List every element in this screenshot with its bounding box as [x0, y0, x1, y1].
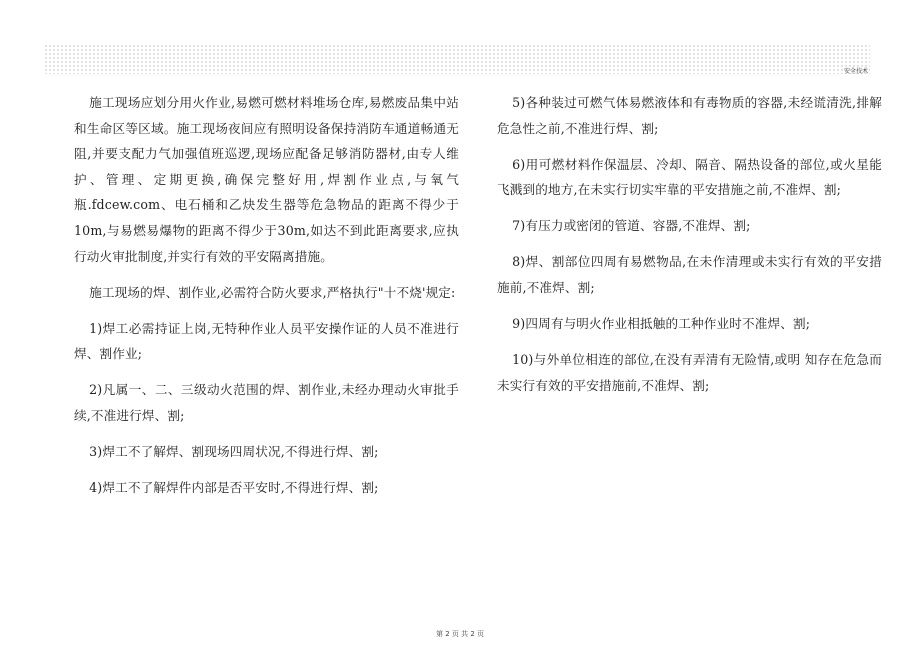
rule-item-2: 2)凡属一、二、三级动火范围的焊、割作业,未经办理动火审批手续,不准进行焊、割;	[74, 382, 459, 424]
rule-item-7: 7)有压力或密闭的管道、容器,不准焊、割;	[512, 218, 751, 234]
left-text-column	[74, 90, 459, 511]
rule-item-6: 6)用可燃材料作保温层、冷却、隔音、隔热设备的部位,或火星能飞溅到的地方,在未实行切实牢靠的平安措施之前,不准焊、割;	[497, 156, 882, 198]
rule-item-1: 1)焊工必需持证上岗,无特种作业人员平安操作证的人员不准进行焊、割作业;	[74, 320, 459, 362]
rule-item-8: 8)焊、割部位四周有易燃物品,在未作清理或未实行有效的平安措施前,不准焊、割;	[497, 254, 882, 296]
header-dotted-band	[44, 44, 870, 74]
paragraph-ten-rules-intro: 施工现场的焊、割作业,必需符合防火要求,严格执行"十不烧'规定:	[89, 284, 456, 300]
rule-item-9: 9)四周有与明火作业相抵触的工种作业时不准焊、割;	[512, 316, 811, 332]
right-text-column	[497, 90, 882, 409]
paragraph-site-zoning: 施工现场应划分用火作业,易燃可燃材料堆场仓库,易燃废品集中站和生命区等区域。施工现场夜间应有照明设备保持消防车通道畅通无阻,并要支配力气加强值班巡逻,现场应配备足够消防器材,由专人维护、管理、定期更换,确保完整好用,焊割作业点,与氧气瓶.fdcew.com、电石桶和乙炔发生器等危急物品的距离不得少于10m,与易燃易爆物的距离不得少于30m,如达不到此距离要求,应执行动火审批制度,并实行有效的平安隔离措施。	[74, 95, 459, 264]
header-category-label: 安全技术	[843, 68, 868, 75]
page-number-footer: 第 2 页 共 2 页	[435, 630, 485, 638]
rule-item-4: 4)焊工不了解焊件内部是否平安时,不得进行焊、割;	[89, 480, 379, 496]
rule-item-5: 5)各种装过可燃气体易燃液体和有毒物质的容器,未经谎清洗,排解危急性之前,不准进行焊、割;	[497, 95, 882, 136]
rule-item-10: 10)与外单位相连的部位,在没有弄清有无险情,或明 知存在危急而未实行有效的平安措施前,不准焊、割;	[497, 352, 882, 393]
rule-item-3: 3)焊工不了解焊、割现场四周状况,不得进行焊、割;	[89, 444, 379, 460]
